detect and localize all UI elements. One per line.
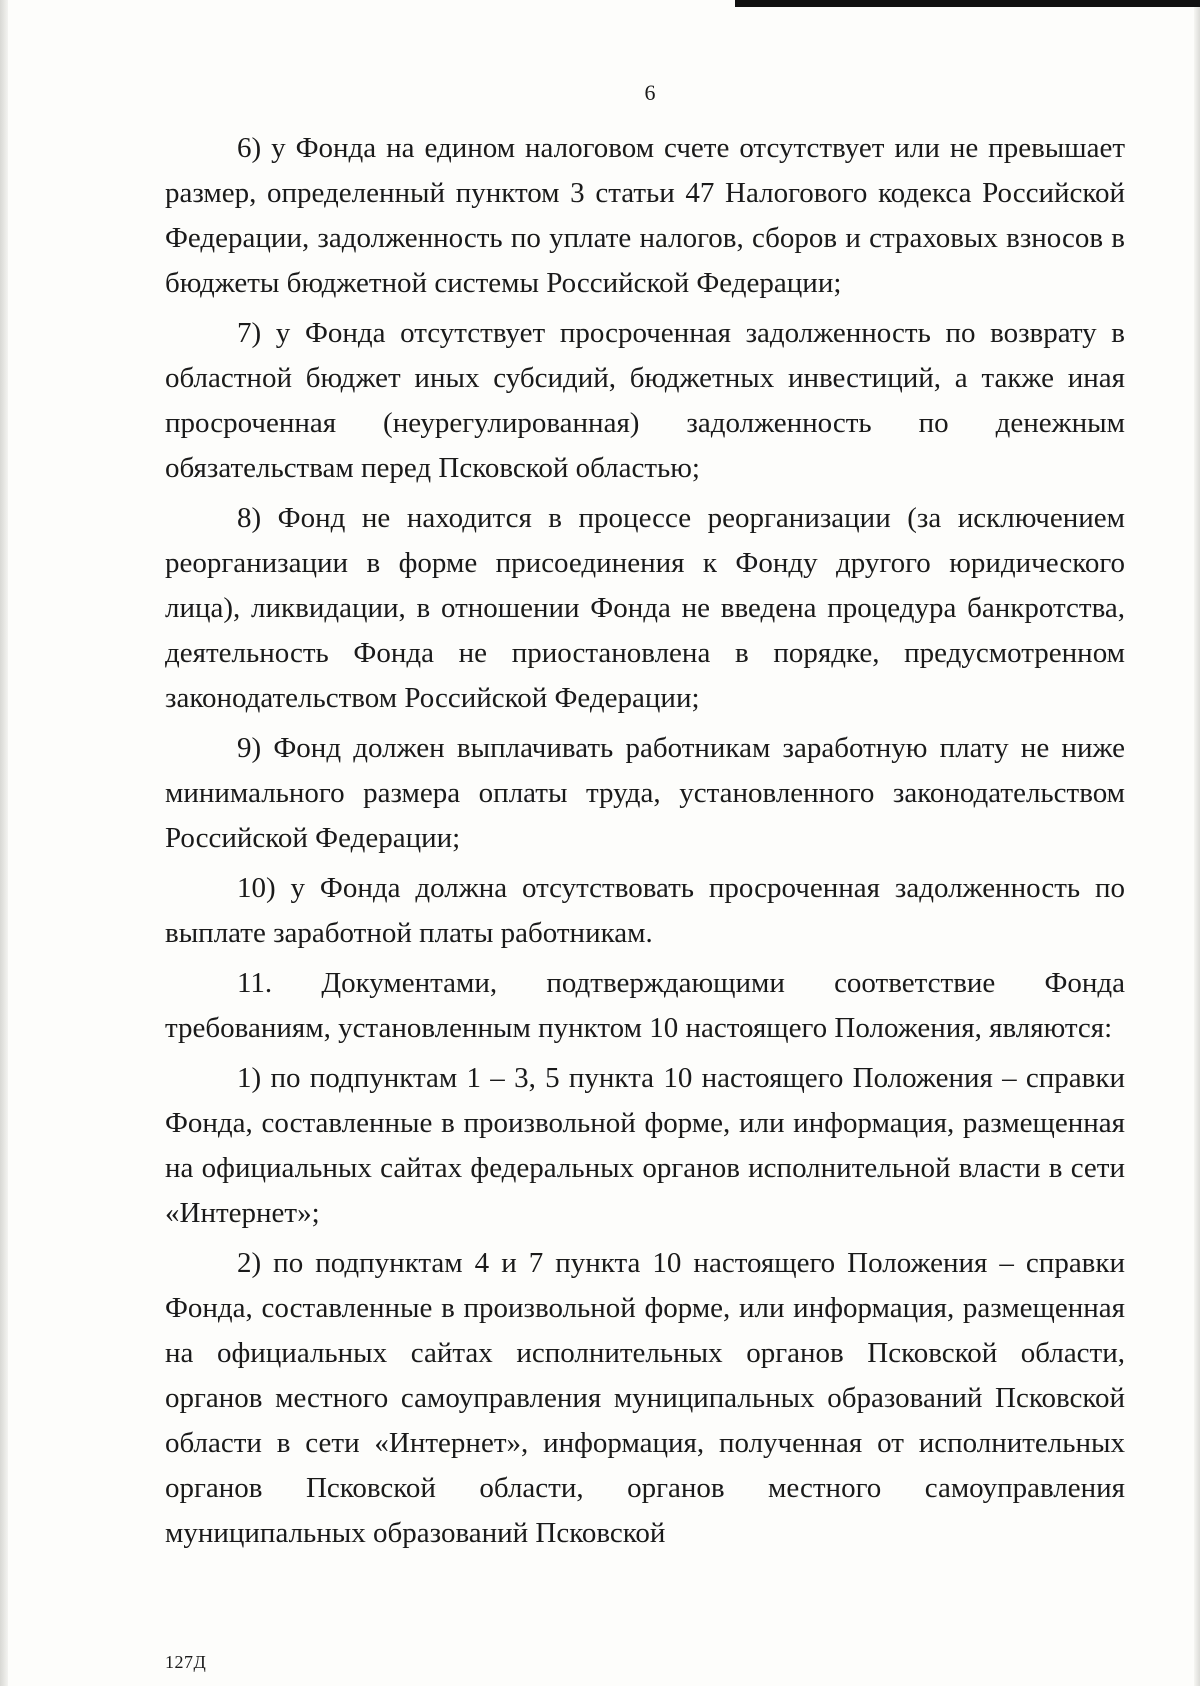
paragraph-9: 9) Фонд должен выплачивать работникам заработную плату не ниже минимального размера оплаты труда, установленного законодательством Российской Федерации; (165, 732, 1125, 854)
scan-left-edge (0, 0, 8, 1686)
document-body (165, 126, 1125, 1561)
top-rule (735, 0, 1200, 7)
paragraph-11: 11. Документами, подтверждающими соответствие Фонда требованиям, установленным пунктом 10 настоящего Положения, являются: (165, 967, 1125, 1044)
paragraph-10: 10) у Фонда должна отсутствовать просроченная задолженность по выплате заработной платы работникам. (165, 872, 1125, 949)
page-number: 6 (644, 80, 656, 105)
paragraph-7: 7) у Фонда отсутствует просроченная задолженность по возврату в областной бюджет иных субсидий, бюджетных инвестиций, а также иная просроченная (неурегулированная) задолженность по денежным обязательствам перед Псковской областью; (165, 317, 1125, 484)
paragraph-11-1: 1) по подпунктам 1 – 3, 5 пункта 10 настоящего Положения – справки Фонда, составленные в произвольной форме, или информация, размещенная на официальных сайтах федеральных органов исполнительной власти в сети «Интернет»; (165, 1062, 1125, 1229)
paragraph-6: 6) у Фонда на едином налоговом счете отсутствует или не превышает размер, определенный пунктом 3 статьи 47 Налогового кодекса Российской Федерации, задолженность по уплате налогов, сборов и страховых взносов в бюджеты бюджетной системы Российской Федерации; (165, 132, 1125, 299)
paragraph-8: 8) Фонд не находится в процессе реорганизации (за исключением реорганизации в форме присоединения к Фонду другого юридического лица), ликвидации, в отношении Фонда не введена процедура банкротства, деятельность Фонда не приостановлена в порядке, предусмотренном законодательством Российской Федерации; (165, 502, 1125, 714)
scan-right-edge (1194, 0, 1200, 1686)
footer-code: 127Д (165, 1652, 207, 1672)
paragraph-11-2: 2) по подпунктам 4 и 7 пункта 10 настоящего Положения – справки Фонда, составленные в произвольной форме, или информация, размещенная на официальных сайтах исполнительных органов Псковской области, органов местного самоуправления муниципальных образований Псковской области в сети «Интернет», информация, полученная от исполнительных органов Псковской области, органов местного самоуправления муниципальных образований Псковской (165, 1247, 1125, 1549)
